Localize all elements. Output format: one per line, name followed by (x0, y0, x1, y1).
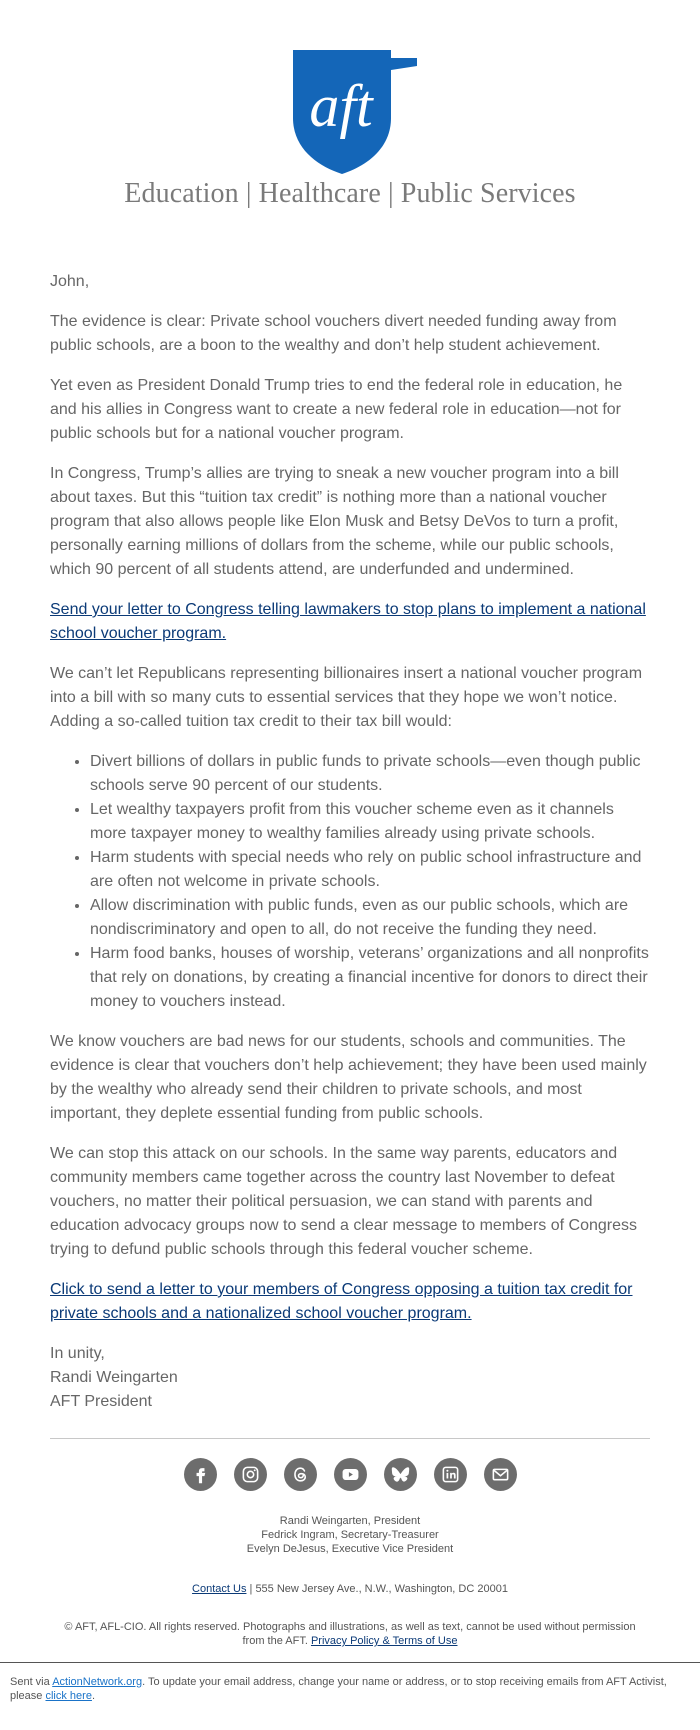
signer-title: AFT President (50, 1393, 152, 1410)
sent-via-notice (10, 1675, 690, 1703)
unsubscribe-link[interactable]: click here (45, 1690, 92, 1702)
privacy-policy-link[interactable]: Privacy Policy & Terms of Use (310, 1635, 458, 1647)
paragraph-2: Yet even as President Donald Trump tries to end the federal role in education, he and his allies in Congress want to create a new federal role in education—not for public schools but for a national voucher program. (50, 377, 623, 442)
officer-secretary-treasurer: Fedrick Ingram, Secretary-Treasurer (261, 1529, 439, 1541)
list-item: • Divert billions of dollars in public funds to private schools—even though public schools serve 90 percent of our students. (90, 750, 650, 798)
email-body (50, 270, 650, 1414)
threads-icon[interactable] (284, 1458, 317, 1491)
contact-us-link[interactable]: Contact Us (192, 1583, 247, 1595)
list-item: • Allow discrimination with public funds, even as our public schools, which are nondiscriminatory and open to all, do not receive the funding they need. (90, 894, 650, 942)
sent-via-prefix: Sent via (10, 1676, 53, 1688)
aft-logo (287, 48, 427, 176)
signer-name: Randi Weingarten (50, 1369, 178, 1386)
bullet-list (50, 750, 650, 1014)
send-letter-link[interactable]: Send your letter to Congress telling lawmakers to stop plans to implement a national school voucher program. (50, 601, 646, 642)
paragraph-1: The evidence is clear: Private school vouchers divert needed funding away from public schools, are a boon to the wealthy and don’t help student achievement. (50, 313, 617, 354)
list-item: • Harm students with special needs who rely on public school infrastructure and are often not welcome in private schools. (90, 846, 650, 894)
signature (50, 1342, 650, 1414)
click-to-send-link[interactable]: Click to send a letter to your members of Congress opposing a tuition tax credit for private schools and a nationalized school voucher program. (50, 1281, 633, 1322)
paragraph-4: We can’t let Republicans representing billionaires insert a national voucher program into a bill with so many cuts to essential services that they hope we won’t notice. Adding a so-called tuition tax credit to their tax bill would: (50, 665, 643, 730)
officers-list (0, 1514, 700, 1556)
greeting: John, (50, 273, 90, 290)
logo-text: aft (309, 73, 373, 139)
header (0, 0, 700, 230)
closing: In unity, (50, 1345, 105, 1362)
sent-via-text: . To update your email address, change your name or address, or to stop receiving emails from AFT Activist, please (10, 1676, 667, 1702)
officer-evp: Evelyn DeJesus, Executive Vice President (246, 1543, 454, 1555)
copyright-text: © AFT, AFL-CIO. All rights reserved. Photographs and illustrations, as well as text, cannot be used without permission from the AFT. (64, 1621, 636, 1647)
paragraph-3: In Congress, Trump’s allies are trying to sneak a new voucher program into a bill about taxes. But this “tuition tax credit” is nothing more than a national voucher program that also allows people like Elon Musk and Betsy DeVos to turn a profit, personally earning millions of dollars from the scheme, while our public schools, which 90 percent of all students attend, are underfunded and undermined. (50, 465, 619, 578)
social-icons (0, 1458, 700, 1491)
contact-line (0, 1582, 700, 1596)
tagline: Education | Healthcare | Public Services (124, 178, 576, 209)
paragraph-5: We know vouchers are bad news for our students, schools and communities. The evidence is clear that vouchers don’t help achievement; they have been used mainly by the wealthy who already send their children to private schools, and most important, they deplete essential funding from public schools. (50, 1033, 647, 1122)
facebook-icon[interactable] (184, 1458, 217, 1491)
sent-via-end: . (91, 1690, 96, 1702)
youtube-icon[interactable] (334, 1458, 367, 1491)
instagram-icon[interactable] (234, 1458, 267, 1491)
copyright (60, 1620, 640, 1648)
divider (50, 1438, 650, 1439)
list-item: • Let wealthy taxpayers profit from this voucher scheme even as it channels more taxpayer money to wealthy families already using private schools. (90, 798, 650, 846)
actionnetwork-link[interactable]: ActionNetwork.org (52, 1676, 143, 1688)
officer-president: Randi Weingarten, President (279, 1515, 421, 1527)
linkedin-icon[interactable] (434, 1458, 467, 1491)
address: | 555 New Jersey Ave., N.W., Washington, DC 20001 (246, 1583, 508, 1595)
bluesky-icon[interactable] (384, 1458, 417, 1491)
paragraph-6: We can stop this attack on our schools. In the same way parents, educators and community members came together across the country last November to defeat vouchers, no matter their political persuasion, we can stand with parents and education advocacy groups now to send a clear message to members of Congress trying to defund public schools through this federal voucher scheme. (50, 1145, 637, 1258)
list-item: • Harm food banks, houses of worship, veterans’ organizations and all nonprofits that rely on donations, by creating a financial incentive for donors to direct their money to vouchers instead. (90, 942, 650, 1014)
email-icon[interactable] (484, 1458, 517, 1491)
